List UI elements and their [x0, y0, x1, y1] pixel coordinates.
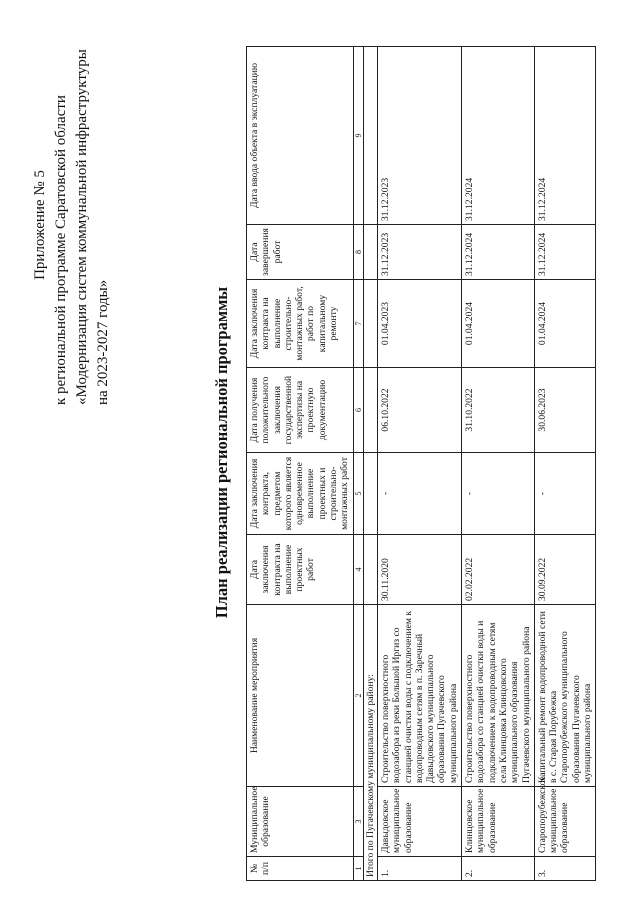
row-date-commission: 31.12.2024: [462, 47, 535, 225]
row-date-combined: -: [534, 453, 595, 535]
row-num: 2.: [462, 857, 535, 881]
col-number: 4: [353, 535, 363, 605]
col-number: 5: [353, 453, 363, 535]
row-date-design: 02.02.2022: [462, 535, 535, 605]
col-number: 8: [353, 225, 363, 280]
row-municipality: Давыдовское муниципальное образование: [377, 787, 461, 857]
col-number: 2: [353, 605, 363, 787]
header-row: [247, 47, 354, 881]
row-date-construction: 01.04.2023: [377, 280, 461, 368]
row-municipality: Клинцовское муниципальное образование: [462, 787, 535, 857]
row-date-completion: 31.12.2023: [377, 225, 461, 280]
col-header-num: № п/п: [247, 857, 354, 881]
table-row: [534, 47, 595, 881]
row-num: 1.: [377, 857, 461, 881]
col-header-date-combined: Дата заключения контракта, предметом которого является одновременное выполнение проектных и строительно-монтажных работ: [247, 453, 354, 535]
row-name: Строительство поверхностного водозабора из реки Большой Иргиз со станцией очистки воды с подключением к водопроводным сетям в п. Заречный Давыдовского муниципального образования Пугачевского муниципального района: [377, 605, 461, 787]
row-date-completion: 31.12.2024: [462, 225, 535, 280]
appendix-line: «Модернизация систем коммунальной инфраструктуры: [74, 49, 90, 405]
row-date-combined: -: [462, 453, 535, 535]
appendix-block: [30, 45, 114, 405]
row-date-design: 30.11.2020: [377, 535, 461, 605]
row-date-construction: 01.04.2024: [534, 280, 595, 368]
col-number: 1: [353, 857, 363, 881]
plan-table: [246, 46, 596, 881]
appendix-line: на 2023-2027 годы»: [95, 279, 111, 405]
col-header-date-expertise: Дата получения положительного заключения государственной экспертизы на проектную документацию: [247, 368, 354, 453]
row-date-commission: 31.12.2024: [534, 47, 595, 225]
col-header-municipality: Муниципальное образование: [247, 787, 354, 857]
row-name: Строительство поверхностного водозабора со станцией очистки воды и подключением к водопроводным сетям села Клинцовка Клинцовского муниципального образования Пугачевского муниципального района: [462, 605, 535, 787]
row-date-commission: 31.12.2023: [377, 47, 461, 225]
table-row: [377, 47, 461, 881]
appendix-title: Приложение № 5: [32, 170, 48, 280]
row-date-combined: -: [377, 453, 461, 535]
row-municipality: Старопорубежское муниципальное образование: [534, 787, 595, 857]
appendix-line: к региональной программе Саратовской области: [53, 95, 69, 405]
col-number: 6: [353, 368, 363, 453]
row-num: 3.: [534, 857, 595, 881]
row-date-design: 30.09.2022: [534, 535, 595, 605]
row-name: Капитальный ремонт водопроводной сети в с. Старая Порубежка Старопорубежского муниципального образования Пугачевского муниципального района: [534, 605, 595, 787]
row-date-completion: 31.12.2024: [534, 225, 595, 280]
col-header-date-commission: Дата ввода объекта в эксплуатацию: [247, 47, 354, 225]
row-date-construction: 01.04.2024: [462, 280, 535, 368]
column-number-row: [353, 47, 363, 881]
col-header-date-completion: Дата завершения работ: [247, 225, 354, 280]
total-row: [363, 47, 377, 881]
col-header-name: Наименование мероприятия: [247, 605, 354, 787]
col-number: 9: [353, 47, 363, 225]
row-date-expertise: 31.10.2022: [462, 368, 535, 453]
row-date-expertise: 06.10.2022: [377, 368, 461, 453]
col-number: 3: [353, 787, 363, 857]
total-label: Итого по Пугачевскому муниципальному району:: [363, 605, 377, 881]
page-title: План реализации региональной программы: [212, 286, 231, 619]
col-number: 7: [353, 280, 363, 368]
row-date-expertise: 30.06.2023: [534, 368, 595, 453]
col-header-date-construction: Дата заключения контракта на выполнение строительно-монтажных работ, работ по капитальному ремонту: [247, 280, 354, 368]
table-row: [462, 47, 535, 881]
col-header-date-design: Дата заключения контракта на выполнение проектных работ: [247, 535, 354, 605]
